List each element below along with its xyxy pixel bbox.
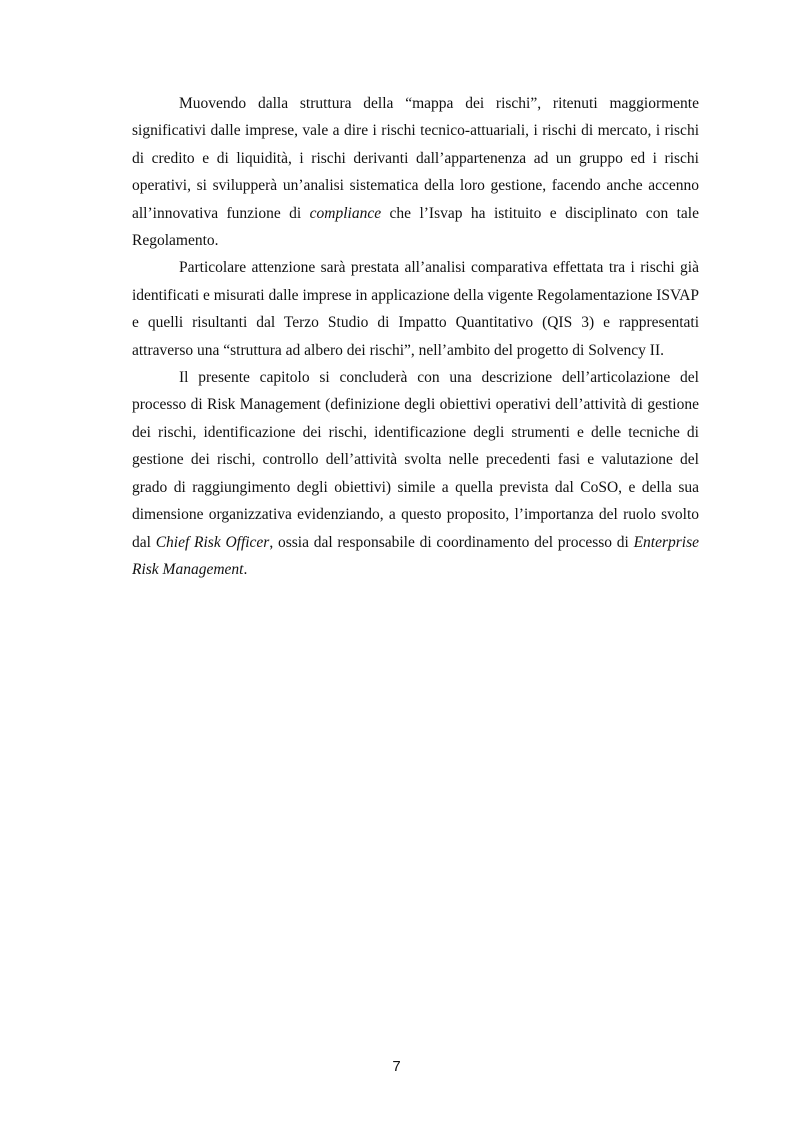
paragraph-2-text: Particolare attenzione sarà prestata all’analisi comparativa effettata tra i rischi già identificati e misurati dalle imprese in applicazione della vigente Regolamentazione ISVAP e quelli risultanti dal Terzo Studio di Impatto Quantitativo (QIS 3) e rappresentati attraverso una “struttura ad albero dei rischi”, nell’ambito del progetto di Solvency II.	[132, 259, 700, 359]
paragraph-3	[132, 364, 699, 583]
paragraph-1-text-a: Muovendo dalla struttura della “mappa dei rischi”, ritenuti maggiormente significativi dalle imprese, vale a dire i rischi tecnico-attuariali, i rischi di mercato, i rischi di credito e di liquidità, i rischi derivanti dall’appartenenza ad un gruppo ed i rischi operativi, si svilupperà un’analisi sistematica della loro gestione, facendo anche accenno all’innovativa funzione di	[132, 95, 699, 222]
term-chief-risk-officer: Chief Risk Officer	[155, 533, 270, 551]
paragraph-2	[132, 254, 699, 364]
term-enterprise-risk-management: Enterprise Risk Management	[132, 533, 700, 578]
body-text	[132, 90, 699, 583]
paragraph-3-text-a: Il presente capitolo si concluderà con una descrizione dell’articolazione del processo di Risk Management (definizione degli obiettivi operativi dell’attività di gestione dei rischi, identificazione dei rischi, identificazione degli strumenti e delle tecniche di gestione dei rischi, controllo dell’attività svolta nelle precedenti fasi e valutazione del grado di raggiungimento degli obiettivi) simile a quella prevista dal CoSO, e della sua dimensione organizzativa evidenziando, a questo proposito, l’importanza del ruolo svolto dal	[132, 369, 699, 551]
paragraph-3-text-b: , ossia dal responsabile di coordinamento del processo di	[269, 533, 634, 551]
paragraph-3-text-c: .	[243, 560, 248, 578]
paragraph-1	[132, 90, 699, 254]
page-number: 7	[392, 1058, 401, 1075]
term-compliance: compliance	[309, 204, 382, 222]
paragraph-1-text-b: che l’Isvap ha istituito e disciplinato con tale Regolamento.	[132, 204, 699, 250]
